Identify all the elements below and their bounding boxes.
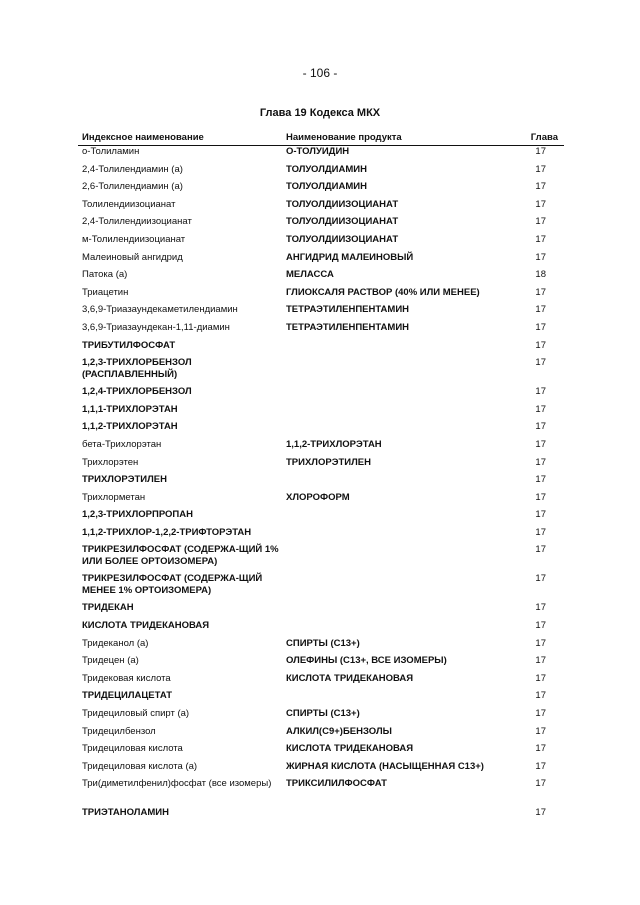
product-name-cell: [282, 509, 522, 527]
index-name-cell: Тридецен (а): [82, 655, 139, 667]
product-name-cell: КИСЛОТА ТРИДЕКАНОВАЯ: [286, 743, 414, 755]
table-row: [78, 216, 564, 234]
index-name-cell: Тридековая кислота: [82, 672, 171, 684]
table-row: [78, 778, 564, 807]
chapter-cell: 17: [535, 807, 546, 819]
table-row: [78, 474, 564, 492]
index-name-cell: Триацетин: [82, 286, 129, 298]
product-name-cell: [282, 544, 522, 573]
product-name-cell: АНГИДРИД МАЛЕИНОВЫЙ: [286, 251, 414, 263]
index-name-cell: бета-Трихлорэтан: [82, 438, 162, 450]
chapter-cell: 17: [535, 655, 546, 667]
table-row: [78, 304, 564, 322]
product-name-cell: ТРИХЛОРЭТИЛЕН: [286, 456, 371, 468]
table-row: [78, 181, 564, 199]
product-name-cell: ТОЛУОЛДИИЗОЦИАНАТ: [286, 198, 399, 210]
table-row: [78, 269, 564, 287]
substance-table: [78, 131, 564, 825]
table-row: [78, 357, 564, 386]
page-number: - 106 -: [302, 66, 338, 80]
index-name-cell: Трихлорметан: [82, 491, 146, 503]
product-name-cell: [282, 474, 522, 492]
index-name-cell: Тридеканол (а): [82, 637, 149, 649]
product-name-cell: ТОЛУОЛДИАМИН: [286, 163, 367, 175]
table-header-row: [78, 131, 564, 146]
index-name-cell: 1,2,3-ТРИХЛОРБЕНЗОЛ (РАСПЛАВЛЕННЫЙ): [82, 357, 192, 380]
chapter-cell: 17: [535, 438, 546, 450]
chapter-cell: 17: [535, 386, 546, 398]
table-row: [78, 421, 564, 439]
index-name-cell: 1,1,2-ТРИХЛОР-1,2,2-ТРИФТОРЭТАН: [82, 526, 252, 538]
table-row: [78, 287, 564, 305]
table-row: [78, 655, 564, 673]
table-body: [78, 146, 564, 826]
chapter-cell: 17: [535, 544, 546, 556]
chapter-cell: 17: [535, 251, 546, 263]
table-row: [78, 492, 564, 510]
product-name-cell: [282, 527, 522, 545]
product-name-cell: [282, 690, 522, 708]
product-name-cell: МЕЛАССА: [286, 269, 334, 281]
chapter-cell: 17: [535, 743, 546, 755]
index-name-cell: Тридециловый спирт (а): [82, 708, 190, 720]
index-name-cell: Трихлорэтен: [82, 456, 139, 468]
product-name-cell: ТРИКСИЛИЛФОСФАТ: [286, 778, 387, 790]
product-name-cell: [282, 386, 522, 404]
product-name-cell: ТОЛУОЛДИАМИН: [286, 181, 367, 193]
index-name-cell: Тридециловая кислота: [82, 743, 183, 755]
index-name-cell: 2,4-Толилендиизоцианат: [82, 216, 192, 228]
product-name-cell: ОЛЕФИНЫ (С13+, ВСЕ ИЗОМЕРЫ): [286, 655, 447, 667]
table-row: [78, 573, 564, 602]
chapter-cell: 17: [535, 456, 546, 468]
index-name-cell: 1,2,3-ТРИХЛОРПРОПАН: [82, 509, 193, 521]
index-name-cell: ТРИКРЕЗИЛФОСФАТ (СОДЕРЖА-ЩИЙ 1% ИЛИ БОЛЕЕ ОРТОИЗОМЕРА): [82, 544, 279, 567]
page-title: Глава 19 Кодекса МКХ: [259, 107, 381, 119]
chapter-cell: 17: [535, 198, 546, 210]
product-name-cell: ТЕТРАЭТИЛЕНПЕНТАМИН: [286, 321, 410, 333]
index-name-cell: ТРИЭТАНОЛАМИН: [82, 807, 169, 819]
index-name-cell: 2,6-Толилендиамин (а): [82, 181, 183, 193]
index-name-cell: 1,2,4-ТРИХЛОРБЕНЗОЛ: [82, 386, 192, 398]
product-name-cell: [282, 404, 522, 422]
product-name-cell: [282, 573, 522, 602]
chapter-cell: 17: [535, 602, 546, 614]
chapter-cell: 17: [535, 403, 546, 415]
chapter-cell: 17: [535, 620, 546, 632]
table-row: [78, 673, 564, 691]
table-row: [78, 164, 564, 182]
chapter-cell: 17: [535, 146, 546, 157]
table-row: [78, 690, 564, 708]
index-name-cell: ТРИКРЕЗИЛФОСФАТ (СОДЕРЖА-ЩИЙ МЕНЕЕ 1% ОРТОИЗОМЕРА): [82, 573, 263, 596]
product-name-cell: АЛКИЛ(С9+)БЕНЗОЛЫ: [286, 725, 392, 737]
product-name-cell: [282, 620, 522, 638]
index-name-cell: ТРИБУТИЛФОСФАТ: [82, 339, 176, 351]
column-header-product-name: Наименование продукта: [282, 131, 522, 146]
index-name-cell: Толилендиизоцианат: [82, 198, 176, 210]
index-name-cell: о-Толиламин: [82, 146, 140, 157]
chapter-cell: 17: [535, 672, 546, 684]
chapter-cell: 17: [535, 304, 546, 316]
chapter-cell: 17: [535, 637, 546, 649]
chapter-cell: 17: [535, 286, 546, 298]
table-row: [78, 322, 564, 340]
table-row: [78, 386, 564, 404]
chapter-cell: 17: [535, 491, 546, 503]
chapter-cell: 17: [535, 357, 546, 369]
column-header-index-name: Индексное наименование: [78, 131, 282, 146]
product-name-cell: ЖИРНАЯ КИСЛОТА (НАСЫЩЕННАЯ С13+): [286, 760, 484, 772]
chapter-cell: 17: [535, 690, 546, 702]
chapter-cell: 17: [535, 725, 546, 737]
product-name-cell: ХЛОРОФОРМ: [286, 491, 350, 503]
table-row: [78, 509, 564, 527]
table-row: [78, 726, 564, 744]
product-name-cell: ТОЛУОЛДИИЗОЦИАНАТ: [286, 216, 399, 228]
chapter-cell: 17: [535, 474, 546, 486]
product-name-cell: [282, 602, 522, 620]
table-row: [78, 761, 564, 779]
product-name-cell: ТОЛУОЛДИИЗОЦИАНАТ: [286, 233, 399, 245]
chapter-cell: 17: [535, 778, 546, 790]
table-row: [78, 743, 564, 761]
product-name-cell: КИСЛОТА ТРИДЕКАНОВАЯ: [286, 672, 414, 684]
chapter-cell: 18: [535, 269, 546, 281]
product-name-cell: ГЛИОКСАЛЯ РАСТВОР (40% ИЛИ МЕНЕЕ): [286, 286, 480, 298]
product-name-cell: [282, 340, 522, 358]
chapter-cell: 17: [535, 708, 546, 720]
table-row: [78, 807, 564, 825]
index-name-cell: Три(диметилфенил)фосфат (все изомеры): [82, 778, 272, 790]
table-row: [78, 199, 564, 217]
index-name-cell: 3,6,9-Триазаундекаметилендиамин: [82, 304, 238, 316]
table-row: [78, 439, 564, 457]
index-name-cell: 1,1,2-ТРИХЛОРЭТАН: [82, 421, 178, 433]
product-name-cell: [282, 357, 522, 386]
product-name-cell: СПИРТЫ (С13+): [286, 637, 360, 649]
chapter-cell: 17: [535, 339, 546, 351]
index-name-cell: Малеиновый ангидрид: [82, 251, 183, 263]
chapter-cell: 17: [535, 233, 546, 245]
index-name-cell: КИСЛОТА ТРИДЕКАНОВАЯ: [82, 620, 210, 632]
index-name-cell: Патока (а): [82, 269, 128, 281]
product-name-cell: 1,1,2-ТРИХЛОРЭТАН: [286, 438, 382, 450]
index-name-cell: ТРИХЛОРЭТИЛЕН: [82, 474, 167, 486]
table-row: [78, 404, 564, 422]
chapter-cell: 17: [535, 573, 546, 585]
table-row: [78, 620, 564, 638]
index-name-cell: ТРИДЕКАН: [82, 602, 134, 614]
table-row: [78, 708, 564, 726]
chapter-cell: 17: [535, 509, 546, 521]
table-row: [78, 340, 564, 358]
table-row: [78, 146, 564, 164]
table-row: [78, 544, 564, 573]
chapter-cell: 17: [535, 163, 546, 175]
chapter-cell: 17: [535, 760, 546, 772]
index-name-cell: 3,6,9-Триазаундекан-1,11-диамин: [82, 321, 230, 333]
chapter-cell: 17: [535, 421, 546, 433]
chapter-cell: 17: [535, 321, 546, 333]
product-name-cell: [282, 421, 522, 439]
table-row: [78, 602, 564, 620]
table-row: [78, 457, 564, 475]
product-name-cell: [282, 807, 522, 825]
index-name-cell: 2,4-Толилендиамин (а): [82, 163, 183, 175]
table-row: [78, 638, 564, 656]
table-row: [78, 234, 564, 252]
chapter-cell: 17: [535, 526, 546, 538]
product-name-cell: О-ТОЛУИДИН: [286, 146, 350, 157]
index-name-cell: 1,1,1-ТРИХЛОРЭТАН: [82, 403, 178, 415]
table-row: [78, 252, 564, 270]
substance-table-container: [78, 131, 564, 825]
table-row: [78, 527, 564, 545]
index-name-cell: м-Толилендиизоцианат: [82, 233, 186, 245]
chapter-cell: 17: [535, 181, 546, 193]
product-name-cell: СПИРТЫ (С13+): [286, 708, 360, 720]
product-name-cell: ТЕТРАЭТИЛЕНПЕНТАМИН: [286, 304, 410, 316]
index-name-cell: ТРИДЕЦИЛАЦЕТАТ: [82, 690, 173, 702]
chapter-cell: 17: [535, 216, 546, 228]
column-header-chapter: Глава: [522, 131, 564, 146]
index-name-cell: Тридециловая кислота (а): [82, 760, 198, 772]
index-name-cell: Тридецилбензол: [82, 725, 156, 737]
